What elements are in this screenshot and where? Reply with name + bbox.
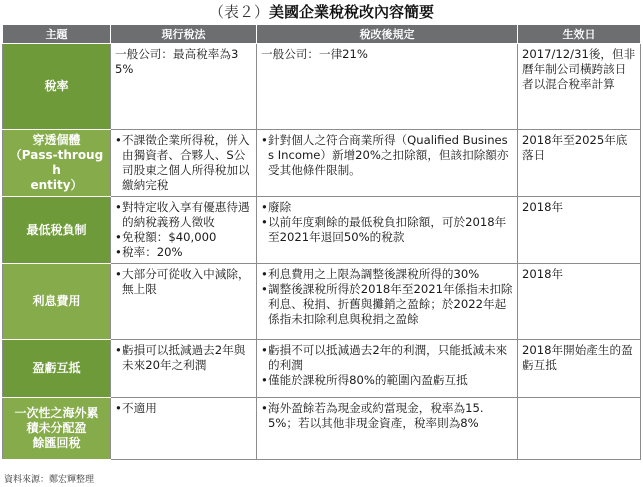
table-title — [0, 0, 643, 24]
effective-date-cell: 2018年 — [518, 264, 641, 340]
new-rule-cell — [257, 340, 518, 398]
row-topic — [3, 197, 111, 264]
new-rule-item: • 利息費用之上限為調整後課稅所得的30% — [261, 267, 513, 282]
topic-line: 稅率 — [44, 79, 69, 93]
topic-line: 餘匯回稅 — [32, 436, 81, 450]
row-topic — [3, 264, 111, 340]
current-law-item: • 大部分可從收入中減除，無上限 — [115, 267, 252, 297]
new-rule-cell — [257, 130, 518, 197]
current-law-item: • 不適用 — [115, 401, 252, 416]
row-topic — [3, 130, 111, 197]
new-rule-item: • 針對個人之符合商業所得（Qualified Business Income）新增20%之扣除額，但該扣除額亦受其他條件限制。 — [261, 133, 513, 178]
row-topic — [3, 398, 111, 460]
new-rule-item: 一般公司：一律21% — [261, 47, 368, 61]
current-law-cell — [111, 398, 257, 460]
topic-line: 盈虧互抵 — [32, 361, 81, 375]
current-law-cell — [111, 197, 257, 264]
new-rule-item: • 虧損不可以抵減過去2年的利潤，只能抵減未來的利潤 — [261, 343, 513, 373]
table-row — [3, 130, 641, 197]
new-rule-item: • 廢除 — [261, 200, 513, 215]
new-rule-cell — [257, 398, 518, 460]
new-rule-cell — [257, 197, 518, 264]
topic-line: 穿透個體 — [32, 133, 81, 147]
table-row — [3, 398, 641, 460]
table-row — [3, 340, 641, 398]
current-law-cell — [111, 44, 257, 130]
current-law-item: • 免稅額：$40,000 — [115, 230, 252, 245]
source-note: 資料來源：鄭宏輝整理 — [4, 475, 95, 485]
row-topic — [3, 340, 111, 398]
table-row — [3, 264, 641, 340]
table-body — [3, 44, 641, 460]
effective-date-cell — [518, 398, 641, 460]
current-law-item: • 不課徵企業所得稅，併入由獨資者、合夥人、S公司股東之個人所得稅加以繳納完稅 — [115, 133, 252, 193]
current-law-cell — [111, 264, 257, 340]
header-topic: 主題 — [3, 25, 111, 44]
tax-reform-table — [2, 24, 641, 460]
current-law-cell — [111, 340, 257, 398]
topic-line: 一次性之海外累 — [14, 406, 99, 420]
new-rule-item: • 海外盈餘若為現金或約當現金，稅率為15.5%；若以其他非現金資產，稅率則為8% — [261, 401, 513, 431]
table-title-text: 美國企業稅稅改內容簡要 — [269, 3, 435, 21]
current-law-item: • 對特定收入享有優惠待遇的納稅義務人徵收 — [115, 200, 252, 230]
topic-line: 積未分配盈 — [26, 421, 87, 435]
effective-date-cell: 2018年至2025年底落日 — [518, 130, 641, 197]
current-law-item: • 虧損可以抵減過去2年與未來20年之利潤 — [115, 343, 252, 373]
new-rule-item: • 以前年度剩餘的最低稅負扣除額，可於2018年至2021年退回50%的稅款 — [261, 215, 513, 245]
current-law-item: 一般公司：最高稅率為35% — [115, 47, 239, 76]
new-rule-cell — [257, 264, 518, 340]
topic-line: （Pass-through — [9, 148, 104, 177]
topic-line: 最低稅負制 — [26, 222, 87, 237]
row-topic — [3, 44, 111, 130]
current-law-item: • 稅率：20% — [115, 245, 252, 260]
header-current-law: 現行稅法 — [111, 25, 257, 44]
header-new-rule: 稅改後規定 — [257, 25, 518, 44]
table-number: （表２） — [208, 3, 269, 21]
current-law-cell — [111, 130, 257, 197]
new-rule-item: • 調整後課稅所得於2018年至2021年係指未扣除利息、稅捐、折舊與攤銷之盈餘；於2022年起係指未扣除利息與稅捐之盈餘 — [261, 282, 513, 327]
header-effective-date: 生效日 — [518, 25, 641, 44]
new-rule-cell — [257, 44, 518, 130]
effective-date-cell: 2017/12/31後，但非曆年制公司橫跨該日者以混合稅率計算 — [518, 44, 641, 130]
header-row — [3, 25, 641, 44]
topic-line: entity） — [30, 178, 83, 192]
effective-date-cell: 2018年開始產生的盈虧互抵 — [518, 340, 641, 398]
topic-line: 利息費用 — [32, 294, 81, 308]
table-row — [3, 44, 641, 130]
new-rule-item: • 僅能於課稅所得80%的範圍內盈虧互抵 — [261, 373, 513, 388]
effective-date-cell: 2018年 — [518, 197, 641, 264]
table-row — [3, 197, 641, 264]
